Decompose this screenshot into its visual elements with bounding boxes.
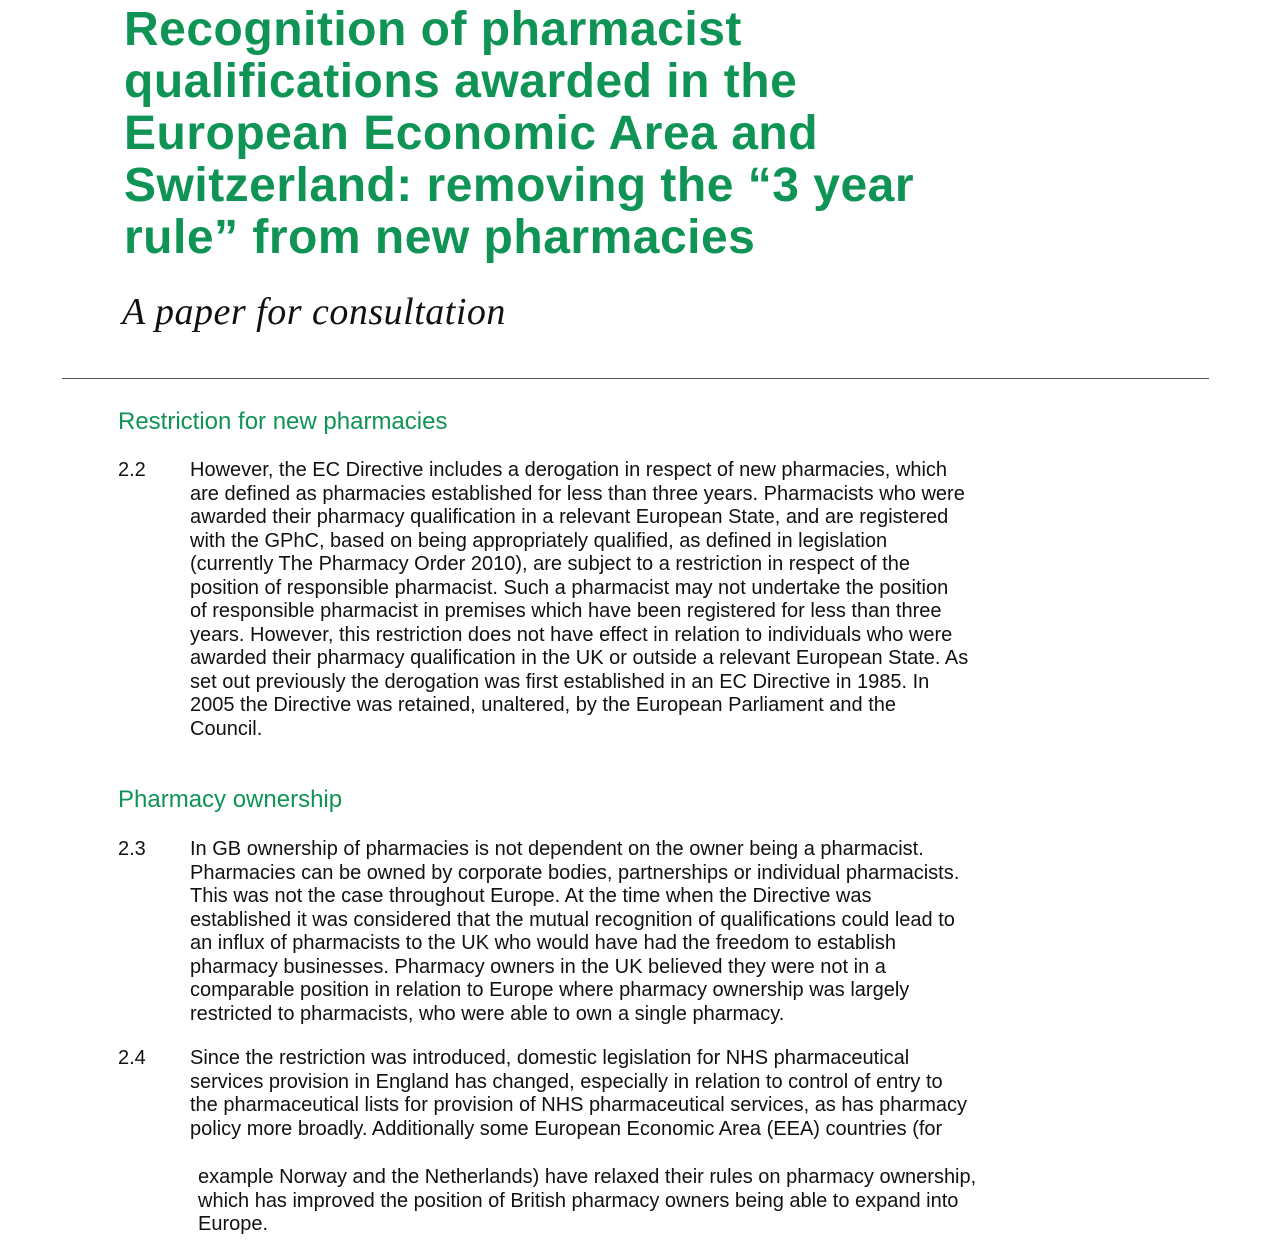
paragraph-line: Europe. [198, 1213, 269, 1235]
document-subtitle: A paper for consultation [122, 291, 506, 333]
paragraph-line: awarded their pharmacy qualification in the UK or outside a relevant European State. As [190, 647, 969, 669]
paragraph-line: years. However, this restriction does not have effect in relation to individuals who were [190, 623, 953, 646]
paragraph-line: established it was considered that the mutual recognition of qualifications could lead to [190, 908, 955, 931]
paragraph-line: In GB ownership of pharmacies is not dependent on the owner being a pharmacist. [190, 838, 924, 860]
paragraph-2-4-continuation [198, 1166, 976, 1237]
paragraph-line: position of responsible pharmacist. Such a pharmacist may not undertake the position [190, 576, 949, 599]
paragraph-line: Council. [190, 717, 263, 740]
paragraph-line: set out previously the derogation was first established in an EC Directive in 1985. In [190, 670, 930, 693]
paragraph-2-4 [190, 1047, 967, 1141]
paragraph-line: pharmacy businesses. Pharmacy owners in the UK believed they were not in a [190, 955, 886, 978]
paragraph-line: services provision in England has changed, especially in relation to control of entry to [190, 1070, 943, 1093]
title-line: Recognition of pharmacist [124, 3, 742, 56]
paragraph-line: 2005 the Directive was retained, unaltered, by the European Parliament and the [190, 694, 896, 716]
paragraph-line: which has improved the position of British pharmacy owners being able to expand into [198, 1189, 959, 1212]
paragraph-number: 2.4 [118, 1047, 146, 1069]
paragraph-line: Since the restriction was introduced, domestic legislation for NHS pharmaceutical [190, 1047, 910, 1069]
paragraph-line: (currently The Pharmacy Order 2010), are subject to a restriction in respect of the [190, 553, 910, 575]
title-line: rule” from new pharmacies [124, 211, 756, 264]
paragraph-line: Pharmacies can be owned by corporate bodies, partnerships or individual pharmacists. [190, 861, 960, 884]
paragraph-line: the pharmaceutical lists for provision of NHS pharmaceutical services, as has pharmacy [190, 1094, 967, 1116]
paragraph-line: comparable position in relation to Europe where pharmacy ownership was largely [190, 979, 910, 1001]
title-line: Switzerland: removing the “3 year [124, 159, 915, 212]
section-heading-restriction: Restriction for new pharmacies [118, 408, 448, 435]
paragraph-2-3 [190, 838, 959, 1026]
paragraph-number: 2.3 [118, 838, 146, 860]
paragraph-line: an influx of pharmacists to the UK who would have had the freedom to establish [190, 932, 896, 954]
title-line: qualifications awarded in the [124, 55, 798, 108]
document-title [124, 4, 1224, 264]
paragraph-line: with the GPhC, based on being appropriately qualified, as defined in legislation [190, 529, 888, 552]
paragraph-line: of responsible pharmacist in premises which have been registered for less than three [190, 600, 942, 622]
paragraph-line: restricted to pharmacists, who were able to own a single pharmacy. [190, 1002, 785, 1025]
title-line: European Economic Area and [124, 107, 819, 160]
paragraph-line: example Norway and the Netherlands) have relaxed their rules on pharmacy ownership, [198, 1166, 977, 1188]
paragraph-line: policy more broadly. Additionally some European Economic Area (EEA) countries (for [190, 1117, 943, 1140]
paragraph-line: are defined as pharmacies established for less than three years. Pharmacists who were [190, 482, 965, 505]
section-heading-ownership: Pharmacy ownership [118, 786, 343, 813]
paragraph-line: This was not the case throughout Europe. At the time when the Directive was [190, 885, 872, 907]
paragraph-line: However, the EC Directive includes a derogation in respect of new pharmacies, which [190, 459, 948, 481]
paragraph-line: awarded their pharmacy qualification in a relevant European State, and are registered [190, 506, 949, 528]
paragraph-2-2 [190, 459, 968, 741]
paragraph-number: 2.2 [118, 459, 146, 481]
horizontal-divider [62, 378, 1209, 379]
